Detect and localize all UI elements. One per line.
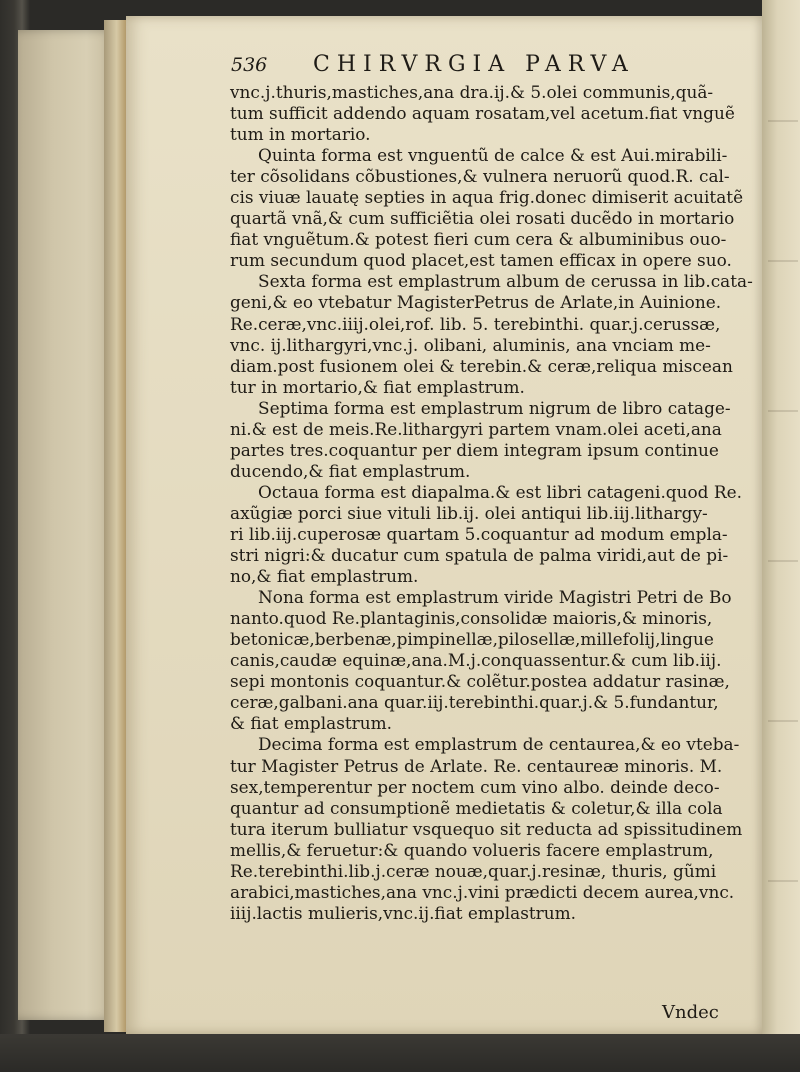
text-line: sex,temperentur per noctem cum vino albo. deinde deco-: [230, 776, 720, 797]
text-line: stri nigri:& ducatur cum spatula de palma viridi,aut de pi-: [230, 545, 729, 566]
text-line: Nona forma est emplastrum viride Magistri Petri de Bo: [258, 587, 732, 608]
text-line: tur Magister Petrus de Arlate. Re. centaureæ minoris. M.: [230, 755, 723, 776]
text-line: Septima forma est emplastrum nigrum de libro catage-: [258, 397, 731, 418]
right-page-edge: [762, 0, 800, 1072]
left-page-edge: [18, 30, 116, 1020]
text-line: axũgiæ porci siue vituli lib.ij. olei antiqui lib.iij.lithargy-: [230, 502, 708, 523]
text-line: geni,& eo vtebatur MagisterPetrus de Arlate,in Auinione.: [230, 292, 722, 313]
text-line: quantur ad consumptionẽ medietatis & coletur,& illa cola: [230, 797, 723, 818]
text-line: ducendo,& fiat emplastrum.: [230, 460, 471, 481]
text-line: mellis,& feruetur:& quando volueris facere emplastrum,: [230, 839, 714, 860]
text-line: Sexta forma est emplastrum album de cerussa in lib.cata-: [258, 271, 753, 292]
text-line: partes tres.coquantur per diem integram ipsum continue: [230, 439, 719, 460]
text-line: Octaua forma est diapalma.& est libri catageni.quod Re.: [258, 481, 742, 502]
text-line: iiij.lactis mulieris,vnc.ij.fiat emplastrum.: [230, 902, 577, 923]
text-line: arabici,mastiches,ana vnc.j.vini prædicti decem aurea,vnc.: [230, 881, 735, 902]
text-line: diam.post fusionem olei & terebin.& ceræ,reliqua miscean: [230, 355, 733, 376]
scan-bottom-margin: [0, 1034, 800, 1072]
text-line: tum sufficit addendo aquam rosatam,vel acetum.fiat vnguẽ: [230, 103, 735, 124]
text-line: ceræ,galbani.ana quar.iij.terebinthi.quar.j.& 5.fundantur,: [230, 692, 719, 713]
text-line: ter cõsolidans cõbustiones,& vulnera neruorũ quod.R. cal-: [230, 166, 730, 187]
page-body-text: [230, 82, 760, 924]
text-line: vnc.j.thuris,mastiches,ana dra.ij.& 5.olei communis,quã-: [230, 82, 714, 102]
text-line: Re.ceræ,vnc.iiij.olei,rof. lib. 5. terebinthi. quar.j.cerussæ,: [230, 313, 721, 334]
text-line: Quinta forma est vnguentũ de calce & est Aui.mirabili-: [258, 145, 728, 166]
text-line: tura iterum bulliatur vsquequo sit reducta ad spissitudinem: [230, 818, 743, 839]
text-line: vnc. ij.lithargyri,vnc.j. olibani, aluminis, ana vnciam me-: [230, 334, 711, 355]
text-line: fiat vnguẽtum.& potest fieri cum cera & albuminibus ouo-: [230, 229, 727, 250]
text-line: sepi montonis coquantur.& colẽtur.postea addatur rasinæ,: [230, 671, 730, 692]
text-line: no,& fiat emplastrum.: [230, 566, 419, 587]
text-line: betonicæ,berbenæ,pimpinellæ,pilosellæ,millefolij,lingue: [230, 629, 714, 650]
text-line: ni.& est de meis.Re.lithargyri partem vnam.olei aceti,ana: [230, 418, 722, 439]
text-line: & fiat emplastrum.: [230, 713, 392, 734]
text-line: quartã vnã,& cum sufficiẽtia olei rosati ducẽdo in mortario: [230, 208, 735, 229]
text-line: tum in mortario.: [230, 124, 371, 145]
text-line: ri lib.iij.cuperosæ quartam 5.coquantur ad modum empla-: [230, 523, 728, 544]
text-line: Decima forma est emplastrum de centaurea,& eo vteba-: [258, 734, 740, 755]
running-title: CHIRVRGIA PARVA: [313, 52, 635, 77]
catchword: Vndec: [662, 1002, 719, 1023]
text-line: canis,caudæ equinæ,ana.M.j.conquassentur.& cum lib.iij.: [230, 650, 722, 671]
text-line: rum secundum quod placet,est tamen efficax in opere suo.: [230, 250, 732, 271]
page-header: [231, 52, 751, 82]
page-number: 536: [231, 54, 268, 76]
text-line: Re.terebinthi.lib.j.ceræ nouæ,quar.j.resinæ, thuris, gũmi: [230, 860, 717, 881]
text-line: nanto.quod Re.plantaginis,consolidæ maioris,& minoris,: [230, 608, 713, 629]
text-line: cis viuæ lauatę septies in aqua frig.donec dimiserit acuitatẽ: [230, 187, 744, 208]
text-line: tur in mortario,& fiat emplastrum.: [230, 376, 525, 397]
